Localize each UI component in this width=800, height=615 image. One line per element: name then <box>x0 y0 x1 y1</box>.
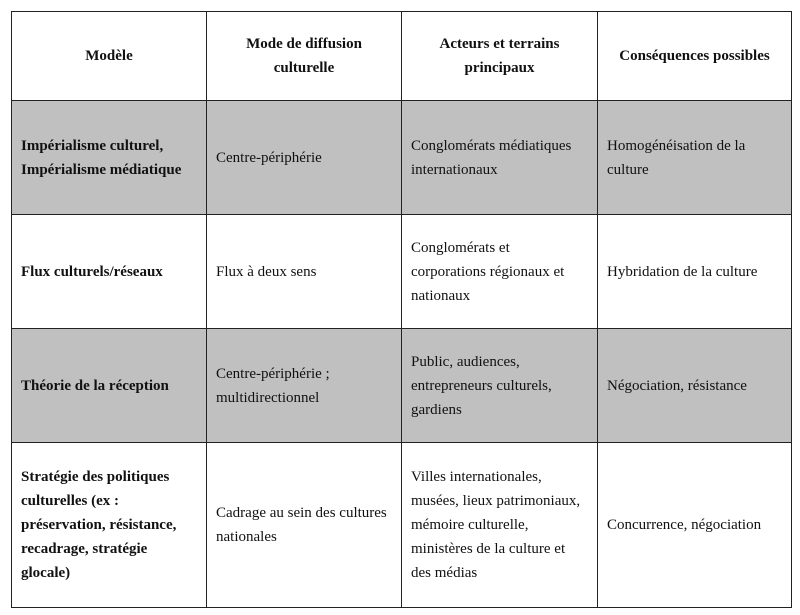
diffusion-cell: Flux à deux sens <box>207 215 402 329</box>
consequences-cell: Négociation, résistance <box>598 329 792 443</box>
model-cell: Flux culturels/réseaux <box>12 215 207 329</box>
table-row <box>12 101 792 215</box>
cultural-models-table <box>11 11 792 608</box>
actors-cell: Public, audiences, entrepreneurs culturels, gardiens <box>402 329 598 443</box>
consequences-cell: Homogénéisation de la culture <box>598 101 792 215</box>
diffusion-cell: Centre-périphérie <box>207 101 402 215</box>
actors-cell: Conglomérats médiatiques internationaux <box>402 101 598 215</box>
table-row <box>12 329 792 443</box>
diffusion-cell: Cadrage au sein des cultures nationales <box>207 443 402 608</box>
consequences-cell: Concurrence, négociation <box>598 443 792 608</box>
model-cell: Impérialisme culturel, Impérialisme médiatique <box>12 101 207 215</box>
header-row <box>12 12 792 101</box>
actors-cell: Villes internationales, musées, lieux patrimoniaux, mémoire culturelle, ministères de la culture et des médias <box>402 443 598 608</box>
consequences-cell: Hybridation de la culture <box>598 215 792 329</box>
model-cell: Stratégie des politiques culturelles (ex : préservation, résistance, recadrage, stratégie glocale) <box>12 443 207 608</box>
header-diffusion: Mode de diffusion culturelle <box>207 12 402 101</box>
table-row <box>12 443 792 608</box>
model-cell: Théorie de la réception <box>12 329 207 443</box>
header-actors: Acteurs et terrains principaux <box>402 12 598 101</box>
table-row <box>12 215 792 329</box>
header-consequences: Conséquences possibles <box>598 12 792 101</box>
actors-cell: Conglomérats et corporations régionaux et nationaux <box>402 215 598 329</box>
header-model: Modèle <box>12 12 207 101</box>
diffusion-cell: Centre-périphérie ; multidirectionnel <box>207 329 402 443</box>
